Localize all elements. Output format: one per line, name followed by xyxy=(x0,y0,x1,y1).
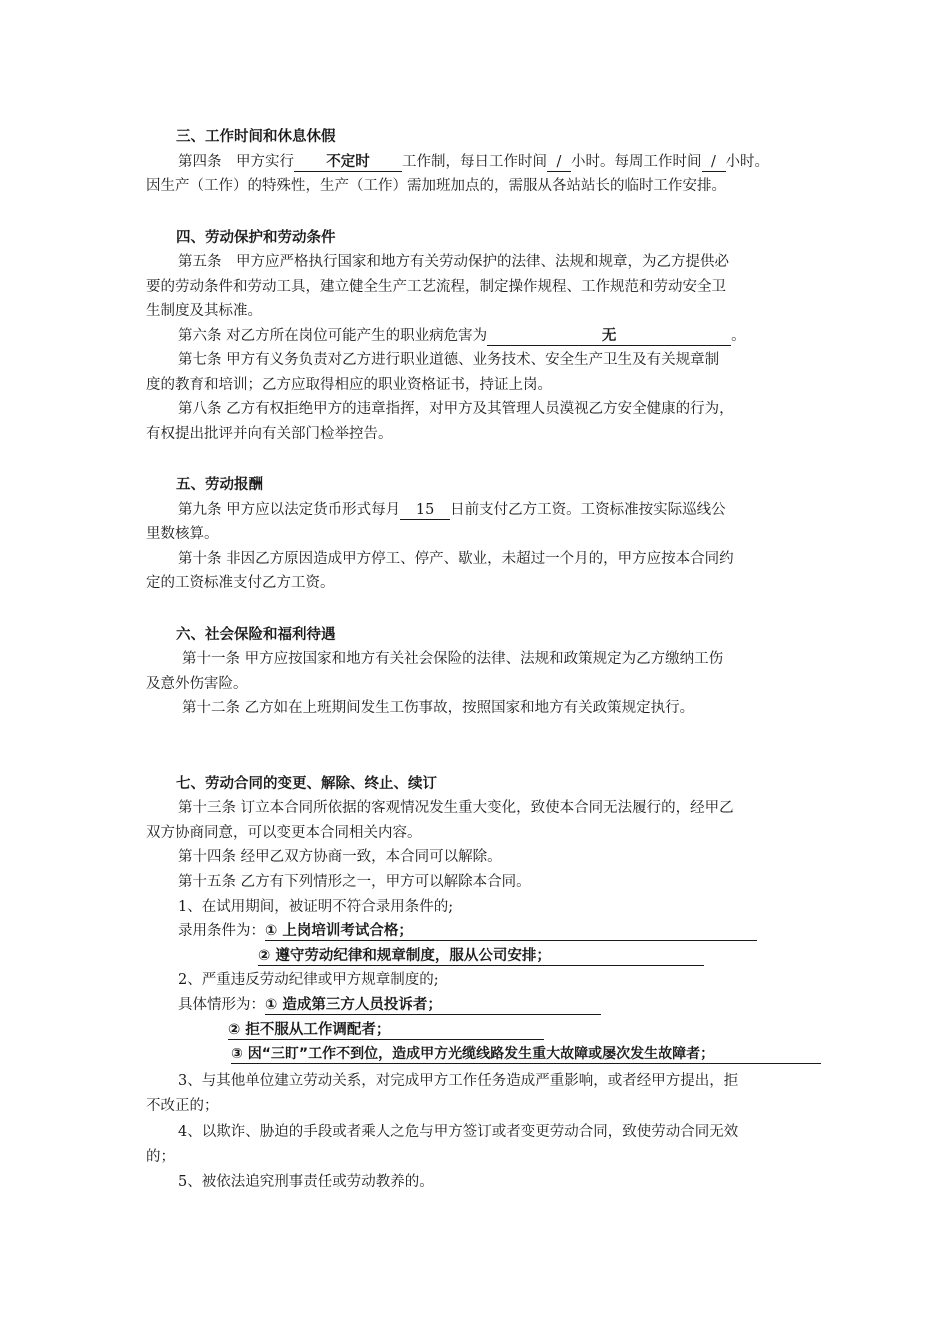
article-5-line-1: 第五条 甲方应严格执行国家和地方有关劳动保护的法律、法规和规章，为乙方提供必 xyxy=(178,254,729,270)
item-2-case-1-blank xyxy=(265,996,601,1015)
item-4-line-1: 4、以欺诈、胁迫的手段或者乘人之危与甲方签订或者变更劳动合同，致使劳动合同无效 xyxy=(178,1124,739,1140)
article-13-line-1: 第十三条 订立本合同所依据的客观情况发生重大变化，致使本合同无法履行的，经甲乙 xyxy=(178,800,734,816)
item-1-conditions-line-2 xyxy=(258,945,704,967)
section-heading-4: 四、劳动保护和劳动条件 xyxy=(176,230,336,246)
item-2-case-1: ① 造成第三方人员投诉者； xyxy=(265,997,442,1013)
item-2-case-2-blank xyxy=(228,1021,544,1040)
article-7-line-1: 第七条 甲方有义务负责对乙方进行职业道德、业务技术、安全生产卫生及有关规章制 xyxy=(178,352,720,368)
article-5-line-2: 要的劳动条件和劳动工具，建立健全生产工艺流程，制定操作规程、工作规范和劳动安全卫 xyxy=(146,279,726,295)
article-8-line-1: 第八条 乙方有权拒绝甲方的违章指挥，对甲方及其管理人员漠视乙方安全健康的行为， xyxy=(178,401,734,417)
daily-hours-value: / xyxy=(556,154,562,170)
weekly-hours-value: / xyxy=(711,154,716,170)
article-4-mid: 工作制，每日工作时间 xyxy=(402,154,547,170)
item-1-condition-2-blank xyxy=(258,947,704,966)
article-6-line xyxy=(178,325,746,347)
pay-day-blank xyxy=(400,501,450,520)
weekly-hours-blank xyxy=(702,153,726,172)
item-1-conditions-line-1 xyxy=(178,920,757,942)
occupational-hazard-value: 无 xyxy=(601,328,617,344)
article-9-line-2: 里数核算。 xyxy=(146,526,219,542)
daily-hours-blank xyxy=(547,153,571,172)
section-heading-3: 三、工作时间和休息休假 xyxy=(176,129,336,145)
item-2-line: 2、严重违反劳动纪律或甲方规章制度的; xyxy=(178,972,439,988)
item-1-label: 录用条件为： xyxy=(178,923,265,939)
article-4-line-1 xyxy=(178,151,769,173)
article-15-line: 第十五条 乙方有下列情形之一，甲方可以解除本合同。 xyxy=(178,874,531,890)
section-heading-5: 五、劳动报酬 xyxy=(176,477,263,493)
pay-day-value: 15 xyxy=(415,502,435,518)
article-5-line-3: 生制度及其标准。 xyxy=(146,303,262,319)
article-13-line-2: 双方协商同意，可以变更本合同相关内容。 xyxy=(146,825,422,841)
article-12-line: 第十二条 乙方如在上班期间发生工伤事故，按照国家和地方有关政策规定执行。 xyxy=(182,700,695,716)
article-9-end: 日前支付乙方工资。工资标准按实际巡线公 xyxy=(450,502,726,518)
item-3-line-1: 3、与其他单位建立劳动关系，对完成甲方工作任务造成严重影响，或者经甲方提出，拒 xyxy=(178,1073,739,1089)
item-2-case-3: ③ 因“三盯”工作不到位，造成甲方光缆线路发生重大故障或屡次发生故障者； xyxy=(231,1046,715,1062)
item-3-line-2: 不改正的； xyxy=(146,1098,219,1114)
item-5-line: 5、被依法追究刑事责任或劳动教养的。 xyxy=(178,1174,434,1190)
article-11-line-2: 及意外伤害险。 xyxy=(146,676,248,692)
article-6-end: 。 xyxy=(731,328,746,344)
article-11-line-1: 第十一条 甲方应按国家和地方有关社会保险的法律、法规和政策规定为乙方缴纳工伤 xyxy=(182,651,724,667)
article-4-mid2: 小时。每周工作时间 xyxy=(571,154,702,170)
article-4-line-2: 因生产（工作）的特殊性，生产（工作）需加班加点的，需服从各站站长的临时工作安排。 xyxy=(146,178,726,194)
article-7-line-2: 度的教育和培训；乙方应取得相应的职业资格证书，持证上岗。 xyxy=(146,377,552,393)
item-2-label: 具体情形为： xyxy=(178,997,265,1013)
article-9-line-1 xyxy=(178,499,726,521)
item-1-condition-1-blank xyxy=(265,922,757,941)
article-14-line: 第十四条 经甲乙双方协商一致，本合同可以解除。 xyxy=(178,849,502,865)
occupational-hazard-blank xyxy=(487,327,731,346)
article-8-line-2: 有权提出批评并向有关部门检举控告。 xyxy=(146,426,393,442)
section-heading-6: 六、社会保险和福利待遇 xyxy=(176,627,336,643)
article-6-prefix: 第六条 对乙方所在岗位可能产生的职业病危害为 xyxy=(178,328,488,344)
item-4-line-2: 的； xyxy=(146,1149,175,1165)
work-system-value: 不定时 xyxy=(326,154,370,170)
article-4-prefix: 第四条 甲方实行 xyxy=(178,154,294,170)
item-2-case-2: ② 拒不服从工作调配者； xyxy=(228,1022,391,1038)
item-2-cases-line-3 xyxy=(231,1043,821,1065)
article-10-line-2: 定的工资标准支付乙方工资。 xyxy=(146,575,335,591)
article-10-line-1: 第十条 非因乙方原因造成甲方停工、停产、歇业，未超过一个月的，甲方应按本合同约 xyxy=(178,551,734,567)
article-4-end: 小时。 xyxy=(725,154,769,170)
item-1-condition-2: ② 遵守劳动纪律和规章制度，服从公司安排； xyxy=(258,948,551,964)
item-1-condition-1: ① 上岗培训考试合格； xyxy=(265,923,413,939)
item-2-case-3-blank xyxy=(231,1045,821,1064)
section-heading-7: 七、劳动合同的变更、解除、终止、续订 xyxy=(176,776,437,792)
item-2-cases-line-1 xyxy=(178,994,601,1016)
item-2-cases-line-2 xyxy=(228,1019,544,1041)
article-9-prefix: 第九条 甲方应以法定货币形式每月 xyxy=(178,502,401,518)
work-system-blank xyxy=(294,153,402,172)
item-1-line: 1、在试用期间，被证明不符合录用条件的; xyxy=(178,899,454,915)
